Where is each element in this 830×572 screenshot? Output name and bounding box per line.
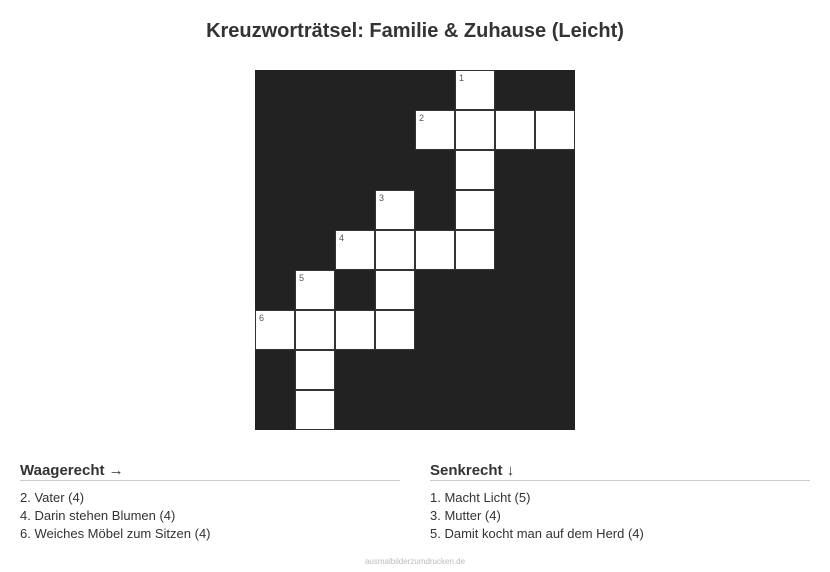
across-list xyxy=(20,489,400,543)
cell-number: 3 xyxy=(379,193,385,203)
crossword-cell[interactable] xyxy=(335,310,375,350)
down-heading: Senkrecht ↓ xyxy=(430,462,810,481)
clue-down-5: 5. Damit kocht man auf dem Herd (4) xyxy=(430,526,644,541)
crossword-cell[interactable] xyxy=(455,150,495,190)
crossword-cell[interactable] xyxy=(295,310,335,350)
clue-across-4: 4. Darin stehen Blumen (4) xyxy=(20,508,176,523)
crossword-cell[interactable] xyxy=(295,390,335,430)
crossword-cell[interactable] xyxy=(495,110,535,150)
across-heading: Waagerecht → xyxy=(20,462,400,481)
puzzle-title: Kreuzworträtsel: Familie & Zuhause (Leicht) xyxy=(206,20,624,42)
crossword-cell[interactable] xyxy=(455,110,495,150)
crossword-cell[interactable] xyxy=(375,310,415,350)
clue-down-1: 1. Macht Licht (5) xyxy=(430,490,531,505)
crossword-cell[interactable] xyxy=(335,230,375,270)
cell-number: 5 xyxy=(299,273,305,283)
crossword-cell[interactable] xyxy=(375,190,415,230)
clue-across-6: 6. Weiches Möbel zum Sitzen (4) xyxy=(20,526,211,541)
across-clues xyxy=(20,462,400,543)
crossword-cell[interactable] xyxy=(455,190,495,230)
down-clues xyxy=(430,462,810,543)
crossword-cell[interactable] xyxy=(375,270,415,310)
cell-number: 1 xyxy=(459,73,465,83)
down-list xyxy=(430,489,810,543)
cell-number: 4 xyxy=(339,233,345,243)
cell-number: 2 xyxy=(419,113,425,123)
footer-source: ausmalbilderzumdrucken.de xyxy=(364,557,466,566)
clue-down-3: 3. Mutter (4) xyxy=(430,508,501,523)
crossword-cell[interactable] xyxy=(455,230,495,270)
crossword-cell[interactable] xyxy=(415,230,455,270)
crossword-cell[interactable] xyxy=(535,110,575,150)
crossword-grid xyxy=(255,70,575,430)
crossword-cell[interactable] xyxy=(295,350,335,390)
cell-number: 6 xyxy=(259,313,265,323)
crossword-cell[interactable] xyxy=(415,110,455,150)
clue-across-2: 2. Vater (4) xyxy=(20,490,85,505)
crossword-cell[interactable] xyxy=(295,270,335,310)
crossword-cell[interactable] xyxy=(455,70,495,110)
crossword-cell[interactable] xyxy=(375,230,415,270)
crossword-cell[interactable] xyxy=(255,310,295,350)
